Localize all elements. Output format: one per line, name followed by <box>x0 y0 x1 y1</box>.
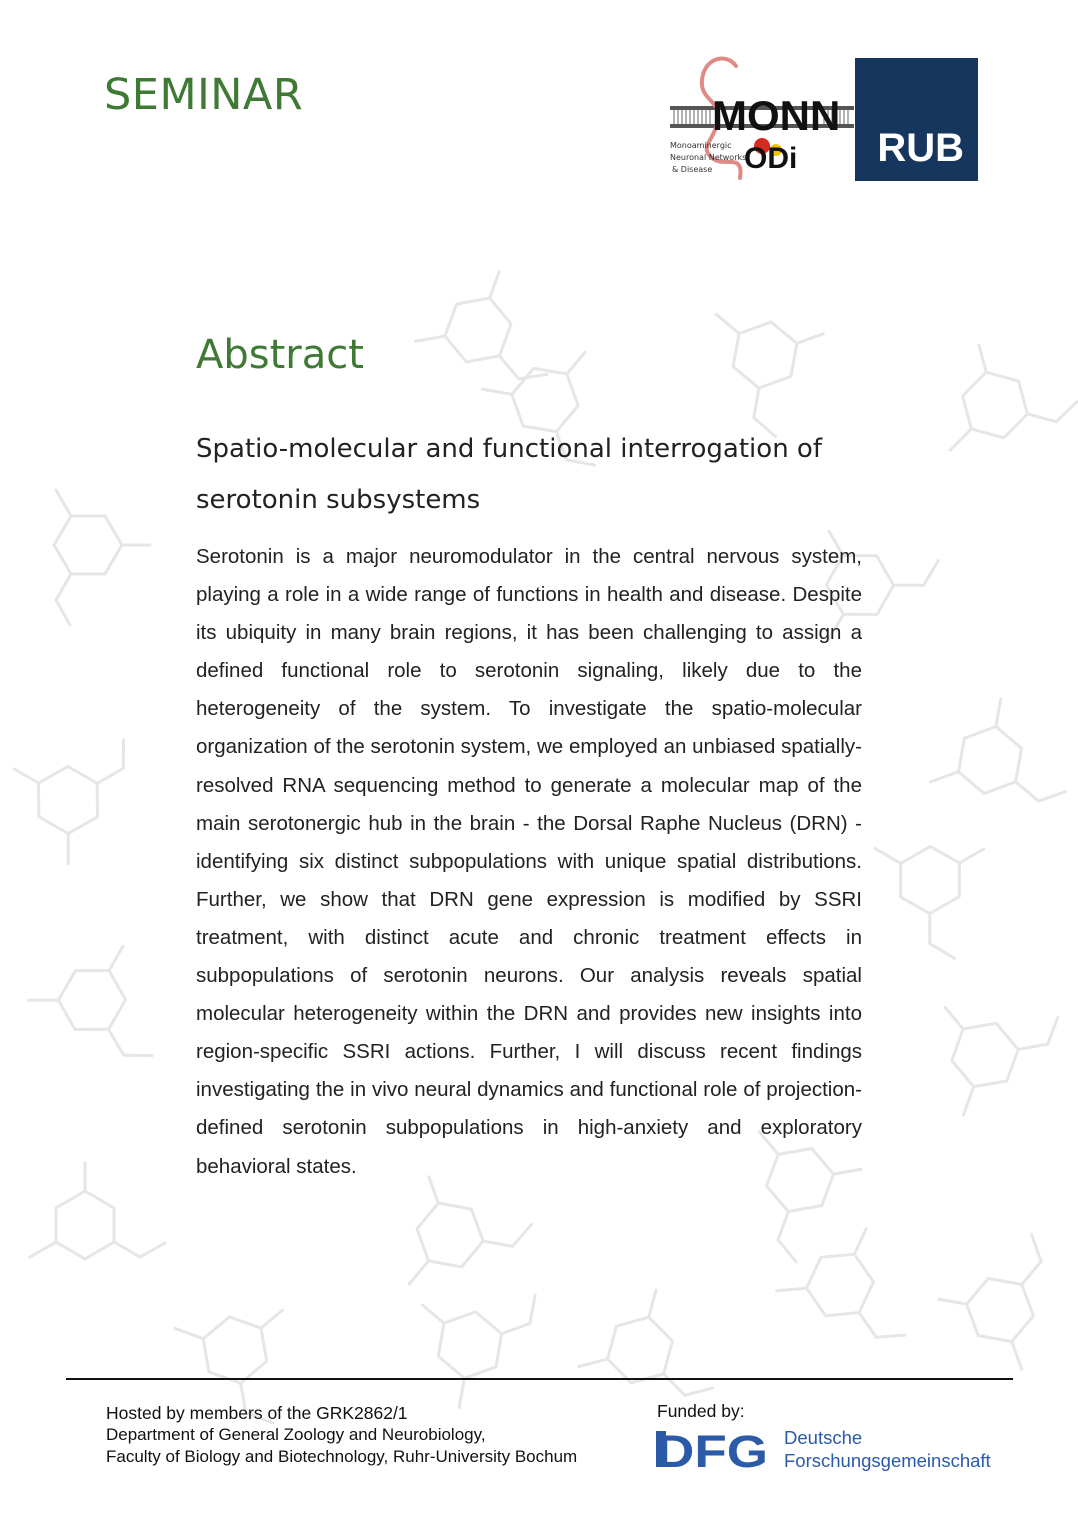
dfg-logo-text: DFG <box>656 1429 768 1469</box>
monn-text: MONN <box>712 92 841 139</box>
dfg-name-line-2: Forschungsgemeinschaft <box>784 1450 991 1471</box>
faculty-text: Faculty of Biology and Biotechnology, Ruhr-University Bochum <box>106 1447 578 1466</box>
dfg-logo <box>656 1429 768 1469</box>
monndi-caption-2: Neuronal Networks <box>670 153 747 162</box>
odi-text: ODi <box>744 142 798 175</box>
monndi-caption-1: Monoaminergic <box>670 141 732 150</box>
talk-title: Spatio-molecular and functional interrogation of serotonin subsystems <box>196 434 822 515</box>
dfg-name-line-1: Deutsche <box>784 1427 863 1448</box>
rub-logo-text: RUB <box>877 126 964 170</box>
rub-logo <box>855 58 978 181</box>
abstract-body: Serotonin is a major neuromodulator in the central nervous system, playing a role in a wide range of functions in health and disease. Despite its ubiquity in many brain regions, it has been challenging to assign a defined functional role to serotonin signaling, likely due to the heterogeneity of the system. To investigate the spatio-molecular organization of the serotonin system, we employed an unbiased spatially-resolved RNA sequencing method to generate a molecular map of the main serotonergic hub in the brain - the Dorsal Raphe Nucleus (DRN) - identifying six distinct subpopulations with unique spatial distributions. Further, we show that DRN gene expression is modified by SSRI treatment, with distinct acute and chronic treatment effects in subpopulations of serotonin neurons. Our analysis reveals spatial molecular heterogeneity within the DRN and provides new insights into region-specific SSRI actions. Further, I will discuss recent findings investigating the in vivo neural dynamics and functional role of projection-defined serotonin subpopulations in high-anxiety and exploratory behavioral states. <box>196 545 862 1178</box>
funded-by-label: Funded by: <box>657 1401 745 1421</box>
footer-divider <box>66 1378 1013 1380</box>
monndi-logo <box>668 54 856 186</box>
abstract-heading: Abstract <box>196 332 364 378</box>
seminar-label: SEMINAR <box>104 70 304 120</box>
dfg-full-name <box>784 1426 991 1472</box>
monndi-caption-3: & Disease <box>672 165 713 174</box>
department-text: Department of General Zoology and Neurobiology, <box>106 1425 486 1444</box>
host-info <box>106 1402 626 1468</box>
hosted-by-text: Hosted by members of the GRK2862/1 <box>106 1403 408 1423</box>
